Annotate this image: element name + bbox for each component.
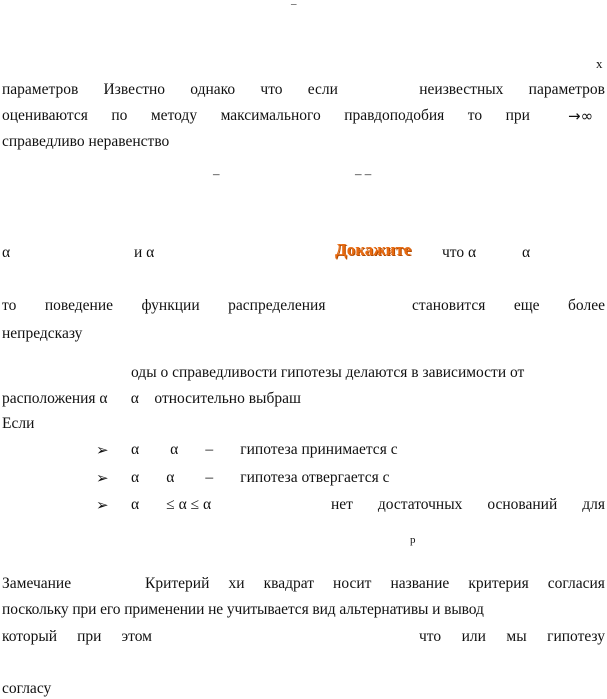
word: неизвестных — [419, 81, 504, 98]
word: гипотезу — [547, 628, 605, 645]
x-subscript-mark: x — [596, 56, 603, 71]
remark-line2: поскольку при его применении не учитывается вид альтернативы и вывод — [2, 601, 484, 618]
word: Известно — [103, 81, 166, 98]
bullet-3-text: α ≤ α ≤ α — [131, 496, 212, 513]
para2-line1 — [2, 297, 605, 315]
word: поведение — [44, 297, 114, 314]
para3-line1: оды о справедливости гипотезы делаются в зависимости от — [131, 364, 525, 381]
word: название — [390, 575, 450, 592]
word: однако — [190, 81, 236, 98]
ineq-dash-b: – – — [355, 166, 372, 181]
word: функции — [141, 297, 200, 314]
word: Критерий — [145, 575, 210, 592]
word: если — [307, 81, 338, 98]
word: этом — [121, 628, 152, 645]
word: оснований — [487, 496, 558, 513]
word: мы — [506, 628, 527, 645]
word: хи — [228, 575, 245, 592]
bullet-3-tail — [331, 496, 605, 514]
word: по — [111, 107, 128, 124]
word: что — [419, 628, 442, 645]
bullet-1-text: α α – гипотеза принимается с — [131, 441, 398, 458]
word: максимального — [220, 107, 321, 124]
word: оцениваются — [2, 107, 88, 124]
prove-highlight: Докажите — [335, 240, 412, 259]
word: распределения — [228, 297, 326, 314]
para1-line2 — [2, 107, 530, 125]
word: квадрат — [263, 575, 314, 592]
word: при — [505, 107, 530, 124]
remark-line3a — [2, 628, 152, 646]
para1-line3: справедливо неравенство — [2, 133, 170, 150]
bullet-2-text: α α – гипотеза отвергается с — [131, 469, 390, 486]
bullet-arrow-icon: ➢ — [96, 441, 109, 459]
para1-line1 — [2, 81, 605, 99]
para3-line3: Если — [2, 415, 35, 432]
bullet-arrow-icon: ➢ — [96, 469, 109, 487]
word: методу — [150, 107, 198, 124]
word: носит — [333, 575, 372, 592]
word: согласия — [547, 575, 605, 592]
word: критерия — [468, 575, 529, 592]
word: то — [2, 297, 17, 314]
word: более — [568, 297, 605, 314]
alpha-3: что α — [442, 244, 477, 261]
ineq-dash-a: – — [213, 166, 220, 181]
word: правдоподобия — [344, 107, 445, 124]
word: нет — [331, 496, 353, 513]
top-dash-mark: – — [291, 0, 297, 10]
word: то — [467, 107, 483, 124]
word: при — [77, 628, 102, 645]
bullet-arrow-icon: ➢ — [96, 496, 109, 514]
para2-line2: непредсказу — [2, 325, 83, 342]
remark-label: Замечание — [2, 575, 72, 592]
word: достаточных — [377, 496, 463, 513]
word: что — [260, 81, 283, 98]
word: еще — [513, 297, 540, 314]
remark-line1 — [145, 575, 605, 593]
word: параметров — [528, 81, 605, 98]
alpha-1: α — [2, 244, 11, 261]
word: или — [461, 628, 486, 645]
word: становится — [411, 297, 486, 314]
word: для — [582, 496, 605, 513]
remark-line3b — [419, 628, 605, 646]
alpha-2: и α — [134, 244, 155, 261]
tends-to-infinity: →∞ — [568, 107, 594, 125]
alpha-4: α — [522, 244, 531, 261]
word: параметров — [2, 81, 79, 98]
word: который — [2, 628, 58, 645]
p-subscript-mark: р — [410, 534, 416, 546]
para3-line2: расположения α α относительно выбраш — [2, 390, 301, 407]
remark-line4: согласу — [2, 680, 52, 697]
